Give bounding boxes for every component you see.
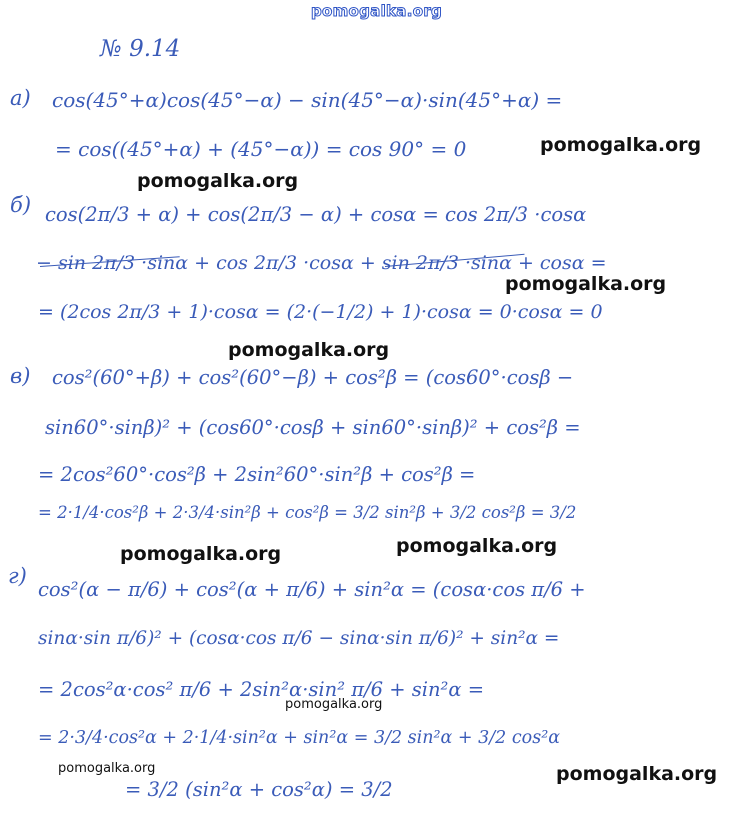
problem-number: № 9.14 [100, 36, 181, 62]
part-b-label: б) [10, 193, 32, 217]
part-g-line-2: sinα·sin π/6)² + (cosα·cos π/6 − sinα·sin π/6)² + sin²α = [38, 628, 560, 649]
part-b-line-1: cos(2π/3 + α) + cos(2π/3 − α) + cosα = cos 2π/3 ·cosα [45, 203, 587, 226]
part-a-line-2: = cos((45°+α) + (45°−α)) = cos 90° = 0 [55, 137, 467, 161]
watermark: pomogalka.org [396, 535, 558, 557]
part-v-line-1: cos²(60°+β) + cos²(60°−β) + cos²β = (cos60°·cosβ − [52, 366, 574, 389]
watermark: pomogalka.org [540, 134, 702, 156]
part-v-line-4: = 2·1/4·cos²β + 2·3/4·sin²β + cos²β = 3/2 sin²β + 3/2 cos²β = 3/2 [38, 503, 577, 522]
part-g-line-1: cos²(α − π/6) + cos²(α + π/6) + sin²α = (cosα·cos π/6 + [38, 578, 586, 601]
part-b-line-2: − sin 2π/3 ·sinα + cos 2π/3 ·cosα + sin 2π/3 ·sinα + cosα = [36, 252, 607, 274]
part-b-line-3: = (2cos 2π/3 + 1)·cosα = (2·(−1/2) + 1)·cosα = 0·cosα = 0 [38, 301, 603, 323]
watermark: pomogalka.org [137, 170, 299, 192]
part-v-line-2: sin60°·sinβ)² + (cos60°·cosβ + sin60°·sinβ)² + cos²β = [45, 416, 581, 439]
watermark: pomogalka.org [285, 697, 383, 712]
part-v-line-3: = 2cos²60°·cos²β + 2sin²60°·sin²β + cos²β = [38, 463, 476, 486]
watermark: pomogalka.org [505, 273, 667, 295]
watermark: pomogalka.org [58, 761, 156, 776]
part-g-line-3: = 2cos²α·cos² π/6 + 2sin²α·sin² π/6 + sin²α = [38, 678, 485, 701]
part-g-label: г) [8, 564, 27, 588]
watermark: pomogalka.org [120, 543, 282, 565]
top-watermark: pomogalka.org [310, 2, 443, 20]
watermark: pomogalka.org [228, 339, 390, 361]
part-g-line-4: = 2·3/4·cos²α + 2·1/4·sin²α + sin²α = 3/2 sin²α + 3/2 cos²α [38, 728, 561, 748]
part-g-line-5: = 3/2 (sin²α + cos²α) = 3/2 [125, 778, 393, 801]
part-v-label: в) [10, 364, 31, 388]
part-a-label: а) [10, 86, 31, 110]
part-a-line-1: cos(45°+α)cos(45°−α) − sin(45°−α)·sin(45°+α) = [52, 88, 563, 112]
watermark: pomogalka.org [556, 763, 718, 785]
